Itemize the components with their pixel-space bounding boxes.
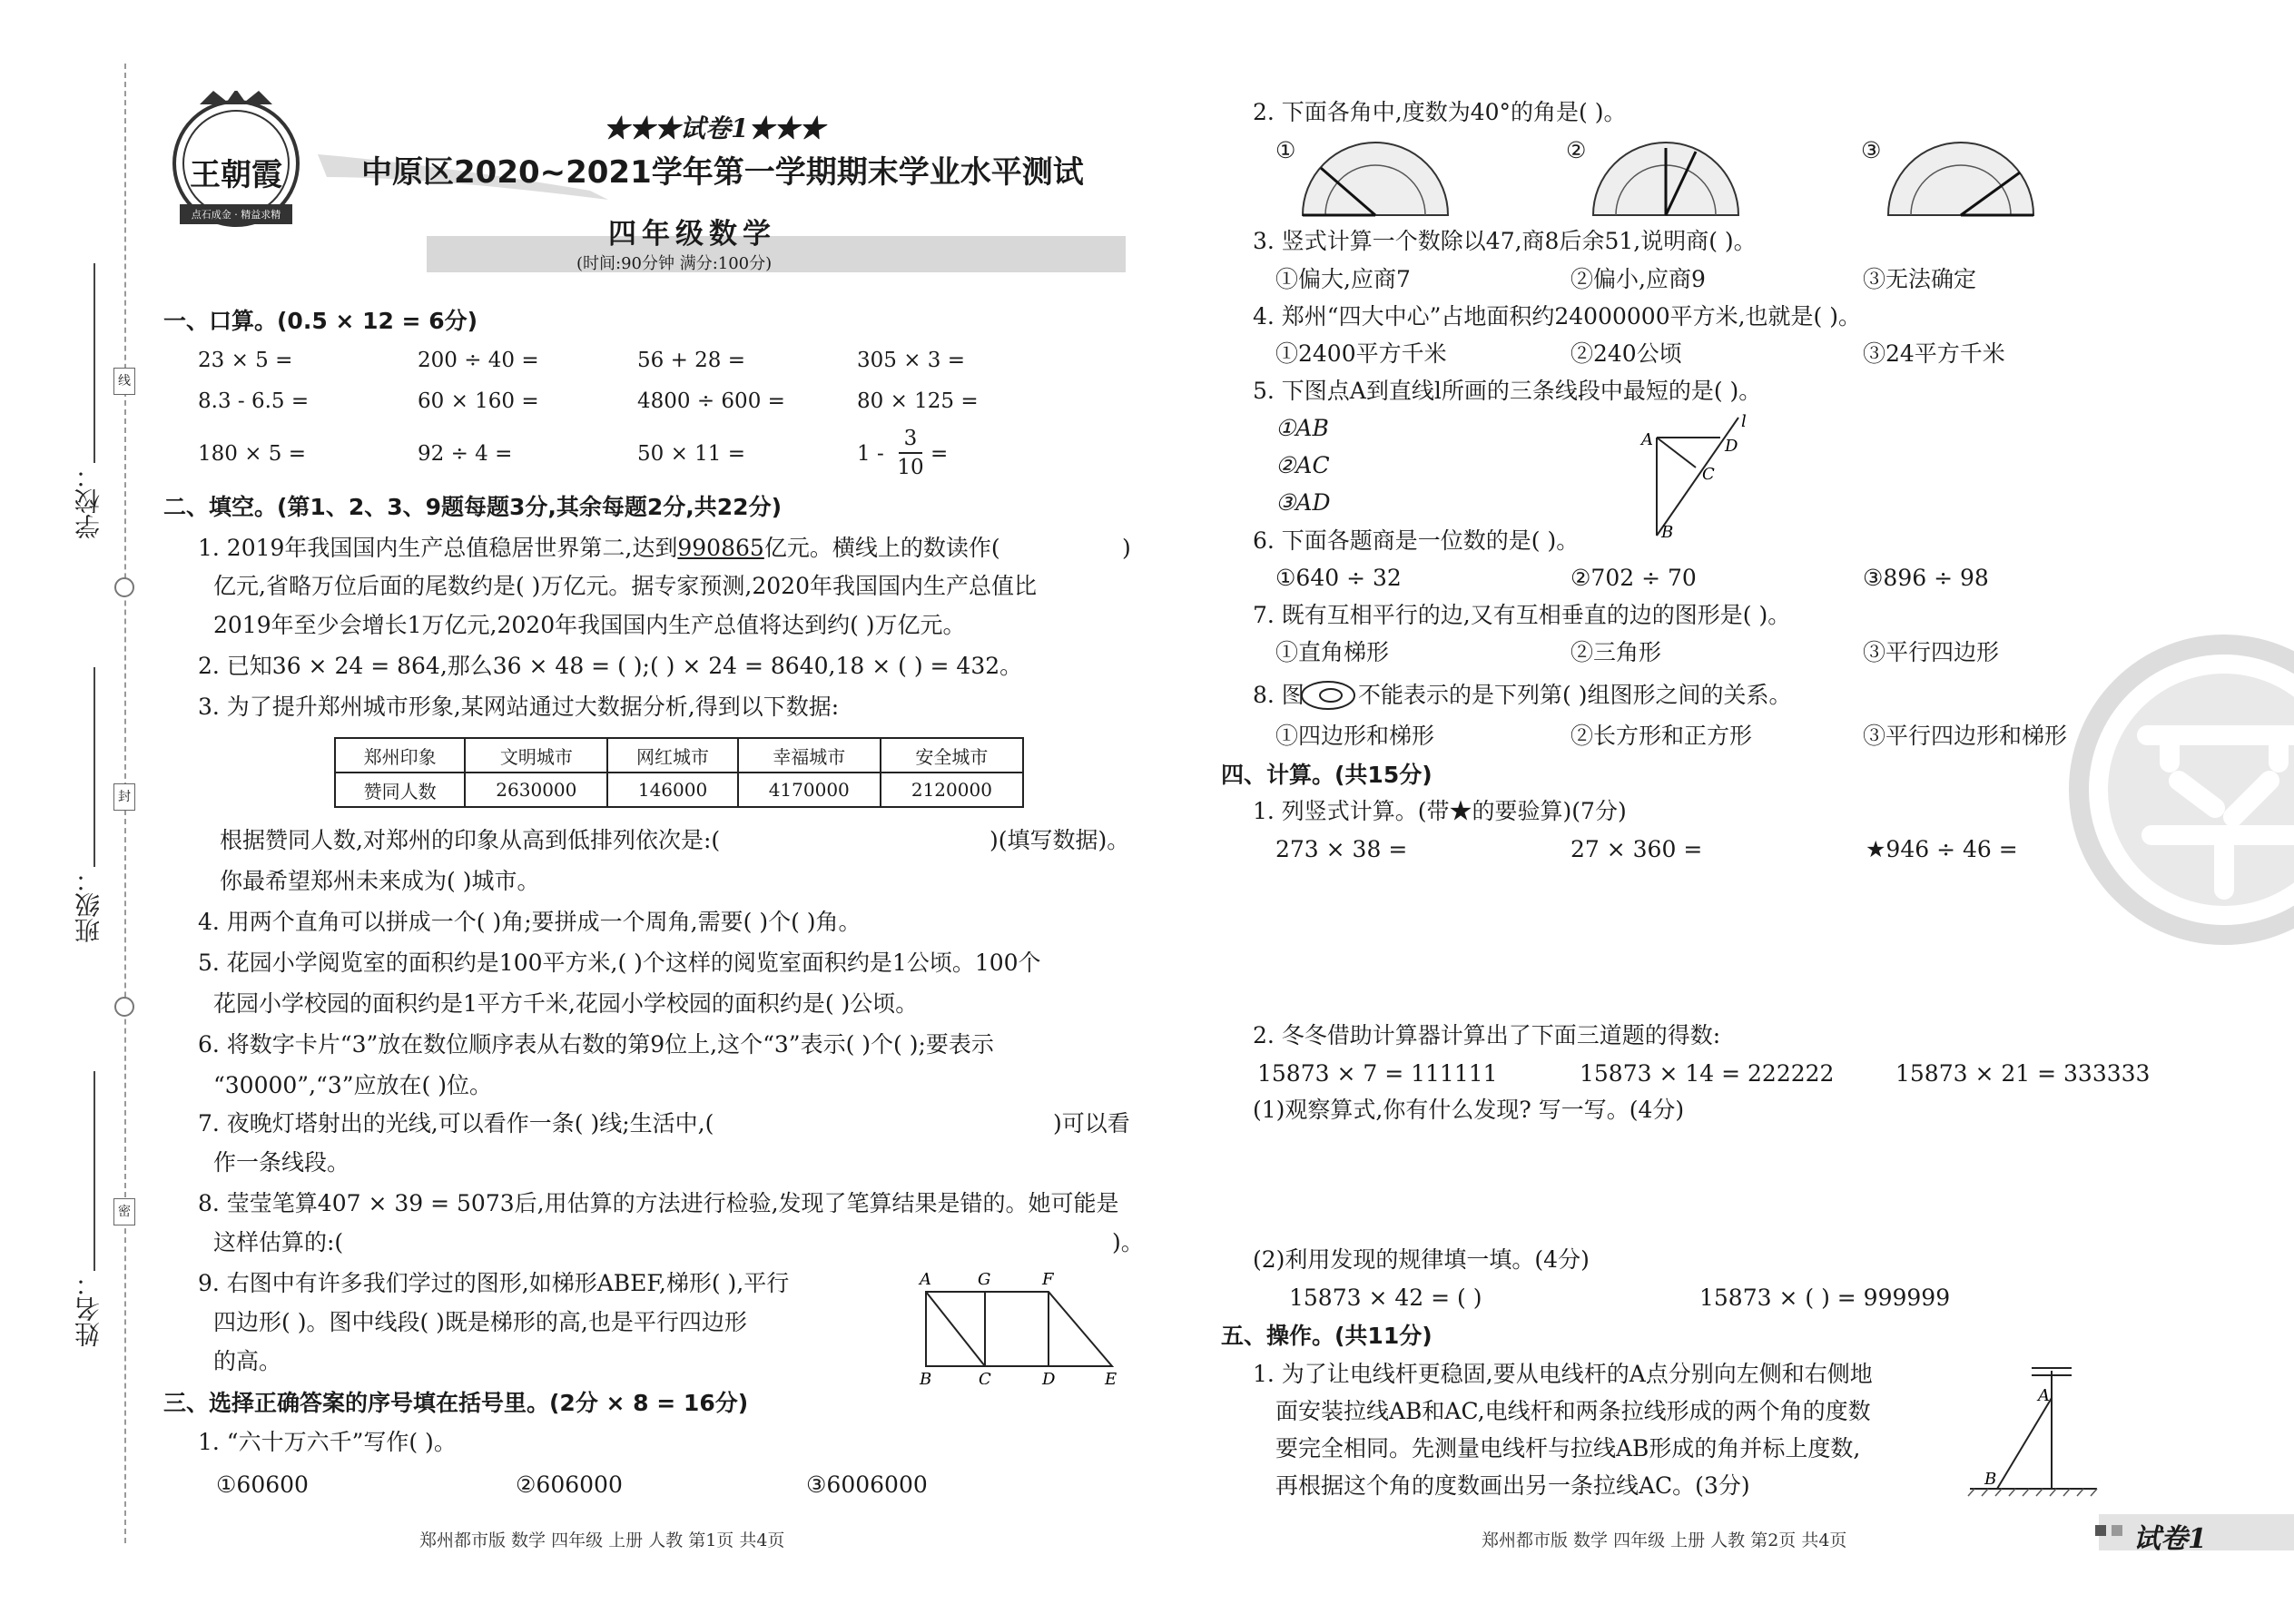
table-cell: 2630000 <box>465 773 607 807</box>
table-cell: 安全城市 <box>881 738 1023 773</box>
table-cell: 146000 <box>607 773 737 807</box>
choice-q6: 6. 下面各题商是一位数的是( )。 <box>1253 527 1580 554</box>
footer-left: 郑州都市版 数学 四年级 上册 人教 第1页 共4页 <box>419 1530 785 1550</box>
choice-option: ②偏小,应商9 <box>1570 266 1706 292</box>
table-cell: 网红城市 <box>607 738 737 773</box>
fig-label: F <box>1042 1270 1054 1289</box>
oral-item: 80 × 125 = <box>857 389 979 413</box>
fill-q8-line1: 8. 莹莹笔算407 × 39 = 5073后,用估算的方法进行检验,发现了笔算结果是错的。她可能是 <box>198 1190 1119 1216</box>
nested-ellipse-icon <box>1300 679 1356 712</box>
choice-option: ①60600 <box>216 1471 309 1498</box>
operation-q1-line3: 要完全相同。先测量电线杆与拉线AB形成的角并标上度数, <box>1275 1435 1861 1462</box>
fill-q3: 3. 为了提升郑州城市形象,某网站通过大数据分析,得到以下数据: <box>198 694 840 720</box>
table-cell: 赞同人数 <box>335 773 465 807</box>
calc-equation: 15873 × 21 = 333333 <box>1895 1060 2151 1087</box>
calc-q1: 1. 列竖式计算。(带★的要验算)(7分) <box>1253 798 1627 824</box>
operation-q1-line1: 1. 为了让电线杆更稳固,要从电线杆的A点分别向左侧和右侧地 <box>1253 1361 1873 1387</box>
calc-q2-part1: (1)观察算式,你有什么发现? 写一写。(4分) <box>1253 1097 1685 1123</box>
section-2-title: 二、填空。(第1、2、3、9题每题3分,其余每题2分,共22分) <box>163 494 783 520</box>
choice-q4: 4. 郑州“四大中心”占地面积约24000000平方米,也就是( )。 <box>1253 303 1862 330</box>
oral-item: 305 × 3 = <box>857 349 966 372</box>
choice-q8-prefix: 8. 图 <box>1253 682 1305 708</box>
choice-q5: 5. 下图点A到直线l所画的三条线段中最短的是( )。 <box>1253 378 1762 404</box>
choice-q3: 3. 竖式计算一个数除以47,商8后余51,说明商( )。 <box>1253 228 1757 254</box>
footer-right: 郑州都市版 数学 四年级 上册 人教 第2页 共4页 <box>1482 1530 1847 1550</box>
footer-tag: 试卷1 <box>2133 1523 2207 1555</box>
choice-option: ②702 ÷ 70 <box>1570 565 1697 591</box>
choice-option: ③6006000 <box>806 1471 928 1498</box>
table-cell: 郑州印象 <box>335 738 465 773</box>
fill-q7-line2: 作一条线段。 <box>213 1149 350 1176</box>
operation-q1-line4: 再根据这个角的度数画出另一条拉线AC。(3分) <box>1275 1472 1750 1499</box>
fill-q1-paren: ) <box>1122 535 1131 561</box>
logo-tagline: 点石成金 · 精益求精 <box>191 209 281 221</box>
choice-option: ③896 ÷ 98 <box>1863 565 1989 591</box>
oral-item: 50 × 11 = <box>637 442 746 466</box>
calc-item: 27 × 360 = <box>1570 836 1703 862</box>
protractor-1 <box>1298 141 1452 219</box>
fig-label: D <box>1725 437 1738 456</box>
oral-item: 92 ÷ 4 = <box>418 442 513 466</box>
section-1-title: 一、口算。(0.5 × 12 = 6分) <box>163 308 478 334</box>
oral-item: 4800 ÷ 600 = <box>637 389 785 413</box>
calc-equation: 15873 × 14 = 222222 <box>1580 1060 1835 1087</box>
fill-q1-line2: 亿元,省略万位后面的尾数约是( )万亿元。据专家预测,2020年我国国内生产总值比 <box>213 573 1037 599</box>
fig-label: B <box>1661 523 1674 540</box>
choice-option: ③24平方千米 <box>1863 340 2005 367</box>
choice-q7: 7. 既有互相平行的边,又有互相垂直的边的图形是( )。 <box>1253 602 1791 628</box>
choice-option: ③ <box>1861 137 1882 163</box>
choice-option: ①2400平方千米 <box>1275 340 1447 367</box>
section-4-title: 四、计算。(共15分) <box>1221 762 1433 788</box>
cut-mark-secret: 密 <box>113 1198 135 1225</box>
fig-label: A <box>1641 430 1653 449</box>
choice-option: ①直角梯形 <box>1275 639 1390 665</box>
underlined-number: 990865 <box>677 535 764 561</box>
footer-square-icon <box>2095 1525 2106 1536</box>
exam-title: 中原区2020~2021学年第一学期期末学业水平测试 <box>361 154 1084 191</box>
cut-mark-seal: 封 <box>113 783 135 811</box>
oral-item: 180 × 5 = <box>198 442 307 466</box>
choice-option: ① <box>1275 137 1296 163</box>
table-row <box>335 773 1023 807</box>
fill-q9-line1: 9. 右图中有许多我们学过的图形,如梯形ABEF,梯形( ),平行 <box>198 1270 790 1296</box>
fig-label: D <box>1042 1370 1056 1384</box>
choice-option: ③无法确定 <box>1863 266 1977 292</box>
binding-ring-icon <box>114 997 134 1017</box>
calc-item: ★946 ÷ 46 = <box>1866 836 2018 862</box>
fill-q5-line2: 花园小学校园的面积约是1平方千米,花园小学校园的面积约是( )公顷。 <box>213 990 919 1017</box>
school-line <box>94 263 95 463</box>
exam-time-info: (时间:90分钟 满分:100分) <box>576 254 773 273</box>
fill-q7-end: )可以看 <box>1053 1110 1130 1137</box>
fill-q8-end: )。 <box>1112 1229 1144 1255</box>
choice-option: ①四边形和梯形 <box>1275 723 1435 749</box>
fill-q5-line1: 5. 花园小学阅览室的面积约是100平方米,( )个这样的阅览室面积约是1公顷。100个 <box>198 950 1041 976</box>
choice-option: ②三角形 <box>1570 639 1662 665</box>
fill-q3-wish: 你最希望郑州未来成为( )城市。 <box>220 868 540 894</box>
operation-q1-line2: 面安装拉线AB和AC,电线杆和两条拉线形成的两个角的度数 <box>1275 1398 1871 1424</box>
confidential-stamp-icon <box>2061 626 2294 953</box>
choice-option: ②606000 <box>516 1471 623 1498</box>
fraction-numerator: 3 <box>899 425 922 454</box>
oral-item: 56 + 28 = <box>637 349 746 372</box>
choice-option: ②AC <box>1275 452 1330 478</box>
protractor-2 <box>1589 141 1743 219</box>
name-label: 姓名： <box>74 1271 103 1347</box>
fig-label: C <box>979 1370 991 1384</box>
fig-label: G <box>978 1270 991 1289</box>
fill-q3-order-end: )(填写数据)。 <box>989 827 1130 853</box>
section-3-title: 三、选择正确答案的序号填在括号里。(2分 × 8 = 16分) <box>163 1390 749 1416</box>
calc-fill-item: 15873 × ( ) = 999999 <box>1699 1284 1951 1311</box>
choice-option: ③平行四边形和梯形 <box>1863 723 2068 749</box>
choice-option: ①AB <box>1275 415 1329 441</box>
fill-q8-line2: 这样估算的:( <box>213 1229 344 1255</box>
calc-q2-part2: (2)利用发现的规律填一填。(4分) <box>1253 1246 1590 1273</box>
choice-option: ②长方形和正方形 <box>1570 723 1753 749</box>
fraction-denominator: 10 <box>897 456 924 479</box>
fig-label: A <box>920 1270 931 1289</box>
binding-ring-icon <box>114 577 134 597</box>
logo-text: 王朝霞 <box>190 157 282 193</box>
fig-label: B <box>920 1370 932 1384</box>
class-label: 班级： <box>74 867 103 943</box>
fill-q6-line2: “30000”,“3”应放在( )位。 <box>213 1072 492 1098</box>
calc-q2: 2. 冬冬借助计算器计算出了下面三道题的得数: <box>1253 1022 1721 1048</box>
oral-item: 23 × 5 = <box>198 349 293 372</box>
name-line <box>94 1071 95 1271</box>
choice-q8: 不能表示的是下列第( )组图形之间的关系。 <box>1358 682 1792 708</box>
table-row <box>335 738 1023 773</box>
data-table <box>334 737 1024 808</box>
footer-square-icon <box>2112 1525 2122 1536</box>
table-cell: 2120000 <box>881 773 1023 807</box>
choice-q2: 2. 下面各角中,度数为40°的角是( )。 <box>1253 99 1627 125</box>
fill-q1-line1: 1. 2019年我国国内生产总值稳居世界第二,达到990865亿元。横线上的数读作( <box>198 535 1000 561</box>
fig-label: E <box>1105 1370 1117 1384</box>
fig-label: l <box>1741 412 1747 431</box>
choice-option: ② <box>1566 137 1587 163</box>
fill-q3-order: 根据赞同人数,对郑州的印象从高到低排列依次是:( <box>220 827 721 853</box>
oral-fraction-prefix: 1 - <box>857 442 884 466</box>
fraction-equals: = <box>930 442 949 466</box>
exam-banner: ★★★试卷1★★★ <box>604 113 825 143</box>
fig-label: A <box>2038 1386 2050 1405</box>
trapezoid-figure <box>912 1266 1130 1384</box>
choice-option: ②240公顷 <box>1570 340 1682 367</box>
choice-option: ①640 ÷ 32 <box>1275 565 1402 591</box>
class-line <box>94 667 95 867</box>
protractor-3 <box>1884 141 2038 219</box>
fig-label: B <box>1984 1470 1997 1489</box>
calc-equation: 15873 × 7 = 111111 <box>1257 1060 1498 1087</box>
fill-q1-line3: 2019年至少会增长1万亿元,2020年我国国内生产总值将达到约( )万亿元。 <box>213 612 966 638</box>
choice-option: ③AD <box>1275 489 1331 516</box>
table-cell: 文明城市 <box>465 738 607 773</box>
table-cell: 4170000 <box>738 773 881 807</box>
fill-q2: 2. 已知36 × 24 = 864,那么36 × 48 = ( );( ) × 24 = 8640,18 × ( ) = 432。 <box>198 653 1023 679</box>
fill-q7-line1: 7. 夜晚灯塔射出的光线,可以看作一条( )线;生活中,( <box>198 1110 714 1137</box>
section-5-title: 五、操作。(共11分) <box>1221 1323 1433 1349</box>
choice-q1: 1. “六十万六千”写作( )。 <box>198 1429 457 1455</box>
exam-subject: 四年级数学 <box>608 218 776 251</box>
choice-option: ①偏大,应商7 <box>1275 266 1411 292</box>
oral-item: 200 ÷ 40 = <box>418 349 539 372</box>
choice-option: ③平行四边形 <box>1863 639 2000 665</box>
fill-q9-line2: 四边形( )。图中线段( )既是梯形的高,也是平行四边形 <box>213 1309 747 1335</box>
fill-q6-line1: 6. 将数字卡片“3”放在数位顺序表从右数的第9位上,这个“3”表示( )个( );要表示 <box>198 1031 994 1058</box>
utility-pole-figure <box>1961 1357 2106 1502</box>
calc-item: 273 × 38 = <box>1275 836 1408 862</box>
table-cell: 幸福城市 <box>738 738 881 773</box>
calc-fill-item: 15873 × 42 = ( ) <box>1289 1284 1482 1311</box>
point-line-figure <box>1634 408 1761 540</box>
oral-item: 8.3 - 6.5 = <box>198 389 310 413</box>
fill-q9-line3: 的高。 <box>213 1348 282 1374</box>
cut-mark-line: 线 <box>113 368 135 395</box>
oral-item: 60 × 160 = <box>418 389 539 413</box>
fig-label: C <box>1702 465 1715 484</box>
fill-q4: 4. 用两个直角可以拼成一个( )角;要拼成一个周角,需要( )个( )角。 <box>198 909 861 935</box>
school-label: 学校： <box>74 463 103 539</box>
